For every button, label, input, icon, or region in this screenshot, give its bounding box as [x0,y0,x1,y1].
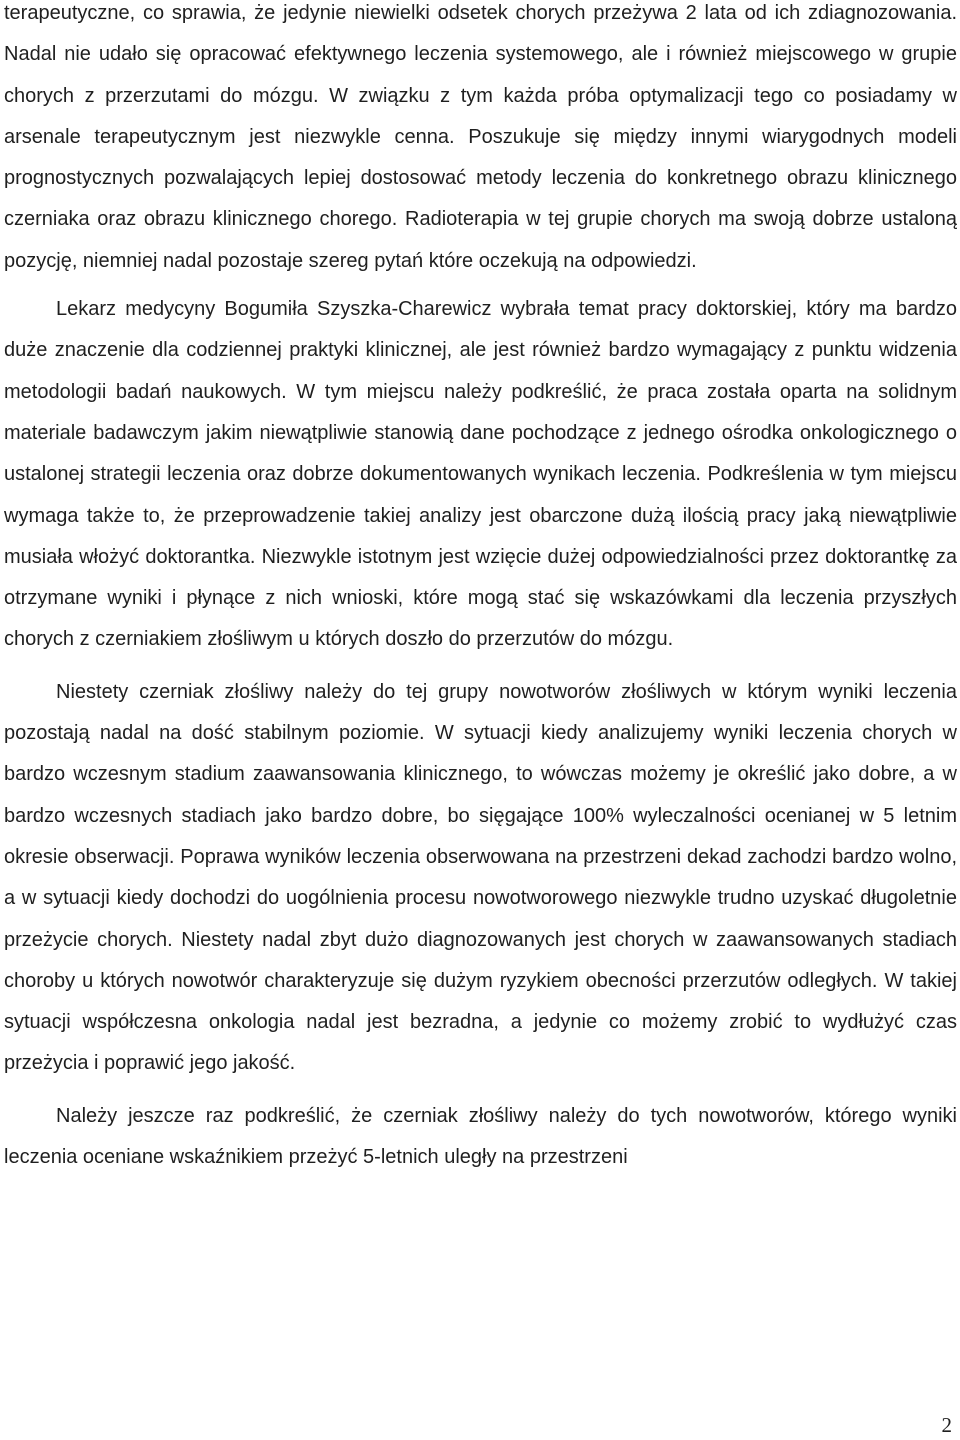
paragraph-3: Niestety czerniak złośliwy należy do tej grupy nowotworów złośliwych w którym wyniki leczenia pozostają nadal na dość stabilnym poziomie. W sytuacji kiedy analizujemy wyniki leczenia chorych w bardzo wczesnym stadium zaawansowania klinicznego, to wówczas możemy je określić jako dobre, a w bardzo wczesnych stadiach jako bardzo dobre, bo sięgające 100% wyleczalności ocenianej w 5 letnim okresie obserwacji. Poprawa wyników leczenia obserwowana na przestrzeni dekad zachodzi bardzo wolno, a w sytuacji kiedy dochodzi do uogólnienia procesu nowotworowego niezwykle trudno uzyskać długoletnie przeżycie chorych. Niestety nadal zbyt dużo diagnozowanych jest chorych w zaawansowanych stadiach choroby u których nowotwór charakteryzuje się dużym ryzykiem obecności przerzutów odległych. W takiej sytuacji współczesna onkologia nadal jest bezradna, a jedynie co możemy zrobić to wydłużyć czas przeżycia i poprawić jego jakość. [4,680,957,1075]
text-column [4,0,957,1178]
paragraph-2: Lekarz medycyny Bogumiła Szyszka-Charewicz wybrała temat pracy doktorskiej, który ma bardzo duże znaczenie dla codziennej praktyki klinicznej, ale jest również bardzo wymagający z punktu widzenia metodologii badań naukowych. W tym miejscu należy podkreślić, że praca została oparta na solidnym materiale badawczym jakim niewątpliwie stanowią dane pochodzące z jednego ośrodka onkologicznego o ustalonej strategii leczenia oraz dobrze dokumentowanych wynikach leczenia. Podkreślenia w tym miejscu wymaga także to, że przeprowadzenie takiej analizy jest obarczone dużą ilością pracy jaką niewątpliwie musiała włożyć doktorantka. Niezwykle istotnym jest wzięcie dużej odpowiedzialności przez doktorantkę za otrzymane wyniki i płynące z nich wnioski, które mogą stać się wskazówkami dla leczenia przyszłych chorych z czerniakiem złośliwym u których doszło do przerzutów do mózgu. [4,298,957,651]
paragraph-1: terapeutyczne, co sprawia, że jedynie niewielki odsetek chorych przeżywa 2 lata od ich zdiagnozowania. Nadal nie udało się opracować efektywnego leczenia systemowego, ale i również miejscowego w grupie chorych z przerzutami do mózgu. W związku z tym każda próba optymalizacji tego co posiadamy w arsenale terapeutycznym jest niezwykle cenna. Poszukuje się między innymi wiarygodnych modeli prognostycznych pozwalających lepiej dostosować metody leczenia do konkretnego obrazu klinicznego czerniaka oraz obrazu klinicznego chorego. Radioterapia w tej grupie chorych ma swoją dobrze ustaloną pozycję, niemniej nadal pozostaje szereg pytań które oczekują na odpowiedzi. [4,2,957,272]
paragraph-4: Należy jeszcze raz podkreślić, że czerniak złośliwy należy do tych nowotworów, którego wyniki leczenia oceniane wskaźnikiem przeżyć 5-letnich uległy na przestrzeni [4,1104,957,1169]
page-number: 2 [941,1413,952,1437]
